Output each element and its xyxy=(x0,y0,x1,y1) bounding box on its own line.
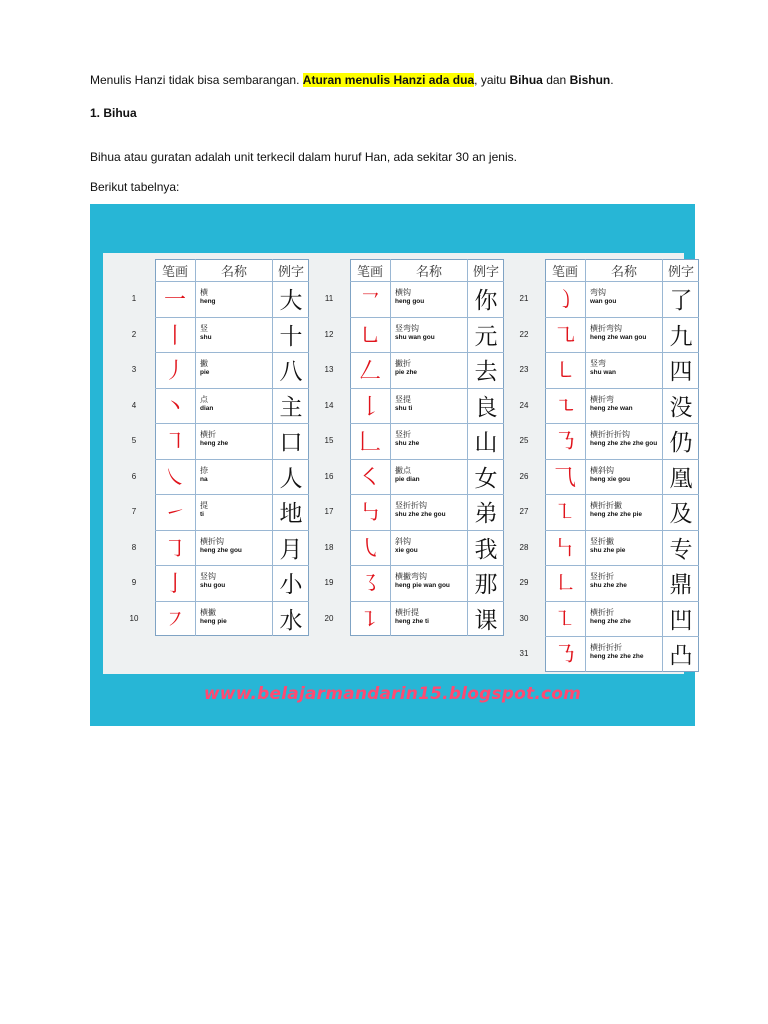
example-character: 四 xyxy=(669,359,693,385)
stroke-name xyxy=(200,359,209,377)
table-row xyxy=(310,317,506,352)
stroke-glyph: ㇊ xyxy=(358,607,381,633)
stroke-name-hanzi: 竖折折 xyxy=(590,572,614,581)
stroke-name xyxy=(590,288,616,306)
stroke-name-hanzi: 横撇 xyxy=(200,607,216,617)
stroke-name-hanzi: 横折折折钩 xyxy=(590,430,630,439)
table-row xyxy=(310,530,506,565)
stroke-number: 28 xyxy=(519,542,529,552)
table-row xyxy=(115,423,311,458)
stroke-glyph: 丿 xyxy=(163,359,186,384)
stroke-name-hanzi: 竖提 xyxy=(395,394,411,404)
stroke-number: 20 xyxy=(324,613,334,623)
example-character: 凸 xyxy=(669,643,693,669)
stroke-number: 13 xyxy=(324,365,334,374)
stroke-glyph: ㇇ xyxy=(163,607,186,633)
table-row xyxy=(505,530,701,565)
stroke-glyph: 𠃋 xyxy=(358,359,381,384)
example-character: 专 xyxy=(669,536,693,563)
stroke-number: 5 xyxy=(131,436,137,445)
stroke-glyph: ㇆ xyxy=(163,536,186,562)
stroke-number: 27 xyxy=(519,507,529,516)
stroke-name-pinyin: shu xyxy=(200,333,212,341)
table-header: 名称 xyxy=(610,264,637,280)
example-character: 我 xyxy=(474,536,498,563)
stroke-name-hanzi: 横钩 xyxy=(395,288,411,297)
example-character: 小 xyxy=(279,572,303,598)
stroke-number: 2 xyxy=(131,329,137,339)
example-character: 九 xyxy=(669,323,693,350)
stroke-glyph: ㇅ xyxy=(553,501,576,526)
example-character: 凹 xyxy=(669,607,693,634)
table-row xyxy=(505,281,701,316)
stroke-number: 31 xyxy=(519,649,529,658)
stroke-name-pinyin: shu zhe xyxy=(395,440,420,447)
stroke-number: 22 xyxy=(519,329,529,339)
stroke-number: 23 xyxy=(519,365,529,374)
table-intro: Berikut tabelnya: xyxy=(90,180,180,194)
stroke-name-pinyin: heng pie wan gou xyxy=(395,582,450,589)
stroke-number: 6 xyxy=(131,471,137,481)
example-character: 凰 xyxy=(669,465,693,492)
stroke-number: 10 xyxy=(129,613,139,623)
stroke-glyph: ㇟ xyxy=(358,323,381,349)
column-divider xyxy=(662,259,663,672)
table-row xyxy=(115,459,311,494)
table-row xyxy=(115,494,311,529)
stroke-number: 8 xyxy=(131,542,137,552)
stroke-name-hanzi: 横折弯钩 xyxy=(590,323,622,333)
stroke-name xyxy=(395,608,429,626)
stroke-glyph: ㇏ xyxy=(163,465,186,491)
stroke-name xyxy=(395,466,420,484)
stroke-name-hanzi: 横 xyxy=(200,288,208,297)
stroke-glyph: ㇂ xyxy=(358,536,381,562)
stroke-name-hanzi: 横斜钩 xyxy=(590,465,614,475)
stroke-number: 3 xyxy=(131,365,137,374)
example-character: 那 xyxy=(474,572,498,598)
example-character: 了 xyxy=(669,288,693,314)
stroke-name xyxy=(590,430,657,448)
stroke-name-pinyin: xie gou xyxy=(395,546,418,554)
stroke-glyph: ㇞ xyxy=(553,536,576,562)
stroke-number: 4 xyxy=(131,400,137,410)
stroke-name xyxy=(395,501,446,519)
stroke-glyph: 丨 xyxy=(163,323,186,349)
stroke-name xyxy=(590,395,633,413)
table-row xyxy=(505,636,701,671)
stroke-name-pinyin: shu wan xyxy=(590,369,617,376)
stroke-glyph: ㇛ xyxy=(358,465,381,491)
stroke-name-pinyin: heng zhe xyxy=(200,440,229,447)
stroke-name-hanzi: 横折 xyxy=(200,430,216,439)
stroke-glyph: ㇈ xyxy=(553,323,576,349)
stroke-name-pinyin: heng gou xyxy=(395,298,425,305)
example-character: 十 xyxy=(279,323,303,350)
stroke-glyph: ㇀ xyxy=(163,501,186,526)
stroke-name xyxy=(200,395,213,413)
stroke-glyph: ㇌ xyxy=(358,572,381,597)
table-header: 笔画 xyxy=(356,264,383,280)
stroke-name-hanzi: 竖弯钩 xyxy=(395,323,419,333)
stroke-name xyxy=(395,572,450,590)
stroke-name-pinyin: heng pie xyxy=(200,617,227,625)
table-row xyxy=(310,352,506,387)
stroke-table xyxy=(103,253,694,674)
table-row xyxy=(310,281,506,316)
stroke-name-pinyin: heng xyxy=(200,298,216,305)
column-divider xyxy=(195,259,196,636)
table-row xyxy=(115,352,311,387)
stroke-number: 25 xyxy=(519,436,529,445)
intro-text-end: . xyxy=(610,73,614,87)
example-character: 八 xyxy=(279,359,303,385)
stroke-number: 7 xyxy=(131,507,137,516)
stroke-glyph: ㇗ xyxy=(553,572,576,597)
example-character: 及 xyxy=(669,501,693,527)
stroke-name xyxy=(590,324,646,342)
stroke-name-hanzi: 横折钩 xyxy=(200,536,224,546)
stroke-name-hanzi: 撇点 xyxy=(395,465,411,475)
stroke-glyph: 𠃊 xyxy=(358,430,381,455)
table-row xyxy=(310,459,506,494)
stroke-name xyxy=(395,359,417,377)
stroke-number: 17 xyxy=(324,507,334,516)
stroke-glyph: 一 xyxy=(163,288,186,313)
stroke-name-pinyin: heng zhe ti xyxy=(395,617,429,625)
stroke-name xyxy=(200,430,228,448)
stroke-number: 26 xyxy=(519,471,529,481)
stroke-name xyxy=(590,466,630,484)
stroke-glyph: ⺄ xyxy=(553,465,576,491)
stroke-name-pinyin: na xyxy=(200,475,208,483)
example-character: 女 xyxy=(474,465,498,492)
example-character: 口 xyxy=(279,430,303,456)
stroke-number: 9 xyxy=(131,578,137,587)
example-character: 山 xyxy=(474,430,498,456)
stroke-number: 11 xyxy=(324,294,334,303)
table-row xyxy=(310,388,506,423)
example-character: 鼎 xyxy=(669,572,693,598)
example-character: 去 xyxy=(474,359,498,385)
stroke-glyph: ㇖ xyxy=(358,288,381,313)
table-row xyxy=(505,459,701,494)
stroke-number: 30 xyxy=(519,613,529,623)
stroke-name-hanzi: 撇 xyxy=(200,359,208,368)
stroke-number: 21 xyxy=(519,294,529,303)
stroke-number: 12 xyxy=(324,329,334,339)
stroke-number: 18 xyxy=(324,542,334,552)
stroke-glyph: ㇉ xyxy=(358,501,381,526)
stroke-name-hanzi: 撇折 xyxy=(395,359,411,368)
example-character: 良 xyxy=(474,394,498,421)
table-row xyxy=(310,423,506,458)
intro-text-and: dan xyxy=(542,73,570,87)
term-bishun: Bishun xyxy=(569,73,611,87)
stroke-name xyxy=(395,288,424,306)
stroke-name-hanzi: 横折弯 xyxy=(590,394,614,404)
stroke-name-pinyin: ti xyxy=(200,511,204,518)
stroke-number: 29 xyxy=(519,578,529,587)
stroke-name-pinyin: heng zhe zhe zhe xyxy=(590,653,644,660)
stroke-name xyxy=(590,501,642,519)
example-character: 月 xyxy=(279,536,303,563)
example-character: 没 xyxy=(669,394,693,421)
table-header: 名称 xyxy=(415,264,442,280)
table-row xyxy=(115,388,311,423)
stroke-name-hanzi: 竖弯 xyxy=(590,359,606,368)
table-header: 笔画 xyxy=(161,264,188,280)
column-divider xyxy=(467,259,468,636)
stroke-name xyxy=(200,537,242,555)
stroke-name-pinyin: shu wan gou xyxy=(395,333,435,341)
table-header: 例字 xyxy=(667,264,694,280)
stroke-name xyxy=(200,288,216,306)
stroke-name-pinyin: pie dian xyxy=(395,475,420,483)
example-character: 水 xyxy=(279,607,303,634)
table-header: 笔画 xyxy=(551,264,578,280)
stroke-name xyxy=(395,395,412,413)
table-row xyxy=(505,388,701,423)
table-row xyxy=(505,565,701,600)
bihua-table-image xyxy=(90,204,695,726)
stroke-name-hanzi: 竖 xyxy=(200,323,208,333)
stroke-glyph: ㇁ xyxy=(553,288,576,313)
table-row xyxy=(310,494,506,529)
table-row xyxy=(505,494,701,529)
stroke-name-hanzi: 竖折 xyxy=(395,430,411,439)
stroke-glyph: ㇡ xyxy=(553,430,576,455)
stroke-name xyxy=(200,324,212,342)
table-row xyxy=(115,601,311,636)
stroke-name-pinyin: pie zhe xyxy=(395,369,418,376)
table-row xyxy=(115,565,311,600)
example-character: 仍 xyxy=(669,430,693,456)
table-row xyxy=(115,530,311,565)
bihua-description: Bihua atau guratan adalah unit terkecil dalam huruf Han, ada sekitar 30 an jenis. xyxy=(90,150,517,164)
intro-text-middle: , yaitu xyxy=(474,73,510,87)
section-heading: 1. Bihua xyxy=(90,106,137,120)
stroke-name-hanzi: 提 xyxy=(200,501,208,510)
stroke-name xyxy=(590,643,643,661)
highlighted-text: Aturan menulis Hanzi ada dua xyxy=(302,73,475,87)
stroke-name-hanzi: 弯钩 xyxy=(590,288,606,297)
stroke-glyph: ㇄ xyxy=(553,359,576,384)
stroke-name-pinyin: pie xyxy=(200,369,210,376)
table-row xyxy=(505,601,701,636)
example-character: 大 xyxy=(279,288,303,314)
stroke-glyph: 丶 xyxy=(163,394,186,420)
stroke-glyph: ㇅ xyxy=(553,607,576,633)
table-row xyxy=(310,601,506,636)
example-character: 地 xyxy=(279,501,303,527)
stroke-name-pinyin: wan gou xyxy=(590,298,617,305)
stroke-name-pinyin: heng zhe zhe zhe gou xyxy=(590,440,658,447)
example-character: 元 xyxy=(474,323,498,350)
stroke-name-hanzi: 横折提 xyxy=(395,607,419,617)
stroke-name-hanzi: 横折折折 xyxy=(590,643,622,652)
stroke-name xyxy=(590,537,625,555)
stroke-name xyxy=(200,466,208,484)
example-character: 课 xyxy=(474,607,498,634)
stroke-name-hanzi: 竖折撇 xyxy=(590,536,614,546)
example-character: 弟 xyxy=(474,501,498,527)
table-row xyxy=(115,317,311,352)
stroke-name xyxy=(200,608,227,626)
stroke-name-pinyin: shu zhe zhe xyxy=(590,582,627,589)
stroke-name-pinyin: heng zhe wan gou xyxy=(590,333,647,341)
table-header: 例字 xyxy=(472,264,499,280)
stroke-name xyxy=(200,572,225,590)
stroke-name-hanzi: 竖钩 xyxy=(200,572,216,581)
stroke-name-pinyin: heng zhe zhe xyxy=(590,617,631,625)
stroke-name xyxy=(395,324,435,342)
intro-paragraph xyxy=(90,73,614,87)
table-row xyxy=(310,565,506,600)
stroke-glyph: ㇍ xyxy=(553,394,576,420)
stroke-name-pinyin: shu zhe zhe gou xyxy=(395,511,446,518)
stroke-name-pinyin: heng zhe wan xyxy=(590,404,633,412)
stroke-number: 16 xyxy=(324,471,334,481)
stroke-name xyxy=(590,608,631,626)
table-row xyxy=(115,281,311,316)
column-divider xyxy=(390,259,391,636)
column-divider xyxy=(272,259,273,636)
stroke-number: 24 xyxy=(519,400,529,410)
stroke-name-pinyin: heng zhe gou xyxy=(200,546,242,554)
stroke-number: 19 xyxy=(324,578,334,587)
table-row xyxy=(505,317,701,352)
table-row xyxy=(505,423,701,458)
stroke-number: 1 xyxy=(131,294,137,303)
stroke-number: 15 xyxy=(324,436,334,445)
stroke-name xyxy=(395,430,419,448)
example-character: 人 xyxy=(279,465,303,492)
stroke-name-pinyin: shu zhe pie xyxy=(590,546,626,554)
watermark-url: www.belajarmandarin15.blogspot.com xyxy=(203,684,582,704)
intro-text: Menulis Hanzi tidak bisa sembarangan. xyxy=(90,73,303,87)
stroke-name-hanzi: 斜钩 xyxy=(395,536,411,546)
stroke-name-pinyin: shu ti xyxy=(395,404,413,412)
stroke-name-pinyin: shu gou xyxy=(200,582,226,589)
table-row xyxy=(505,352,701,387)
stroke-name-hanzi: 捺 xyxy=(200,465,208,475)
stroke-name-hanzi: 点 xyxy=(200,394,208,404)
stroke-name-pinyin: dian xyxy=(200,404,214,412)
stroke-glyph: 𠄌 xyxy=(358,394,381,420)
example-character: 你 xyxy=(474,288,498,314)
stroke-name xyxy=(395,537,418,555)
table-header: 名称 xyxy=(220,264,247,280)
stroke-name xyxy=(200,501,208,519)
example-character: 主 xyxy=(279,394,303,421)
stroke-glyph: ㇕ xyxy=(163,430,186,455)
table-header: 例字 xyxy=(277,264,304,280)
stroke-name-pinyin: heng xie gou xyxy=(590,475,631,483)
stroke-number: 14 xyxy=(324,400,334,410)
stroke-name xyxy=(590,359,616,377)
column-divider xyxy=(585,259,586,672)
stroke-glyph: 亅 xyxy=(163,572,186,597)
stroke-name xyxy=(590,572,627,590)
stroke-name-hanzi: 横折折 xyxy=(590,607,614,617)
stroke-glyph: ㇡ xyxy=(553,643,576,668)
stroke-name-pinyin: heng zhe zhe pie xyxy=(590,511,643,518)
stroke-name-hanzi: 横撇弯钩 xyxy=(395,572,427,581)
stroke-name-hanzi: 竖折折钩 xyxy=(395,501,427,510)
term-bihua: Bihua xyxy=(509,73,543,87)
stroke-name-hanzi: 横折折撇 xyxy=(590,501,622,510)
